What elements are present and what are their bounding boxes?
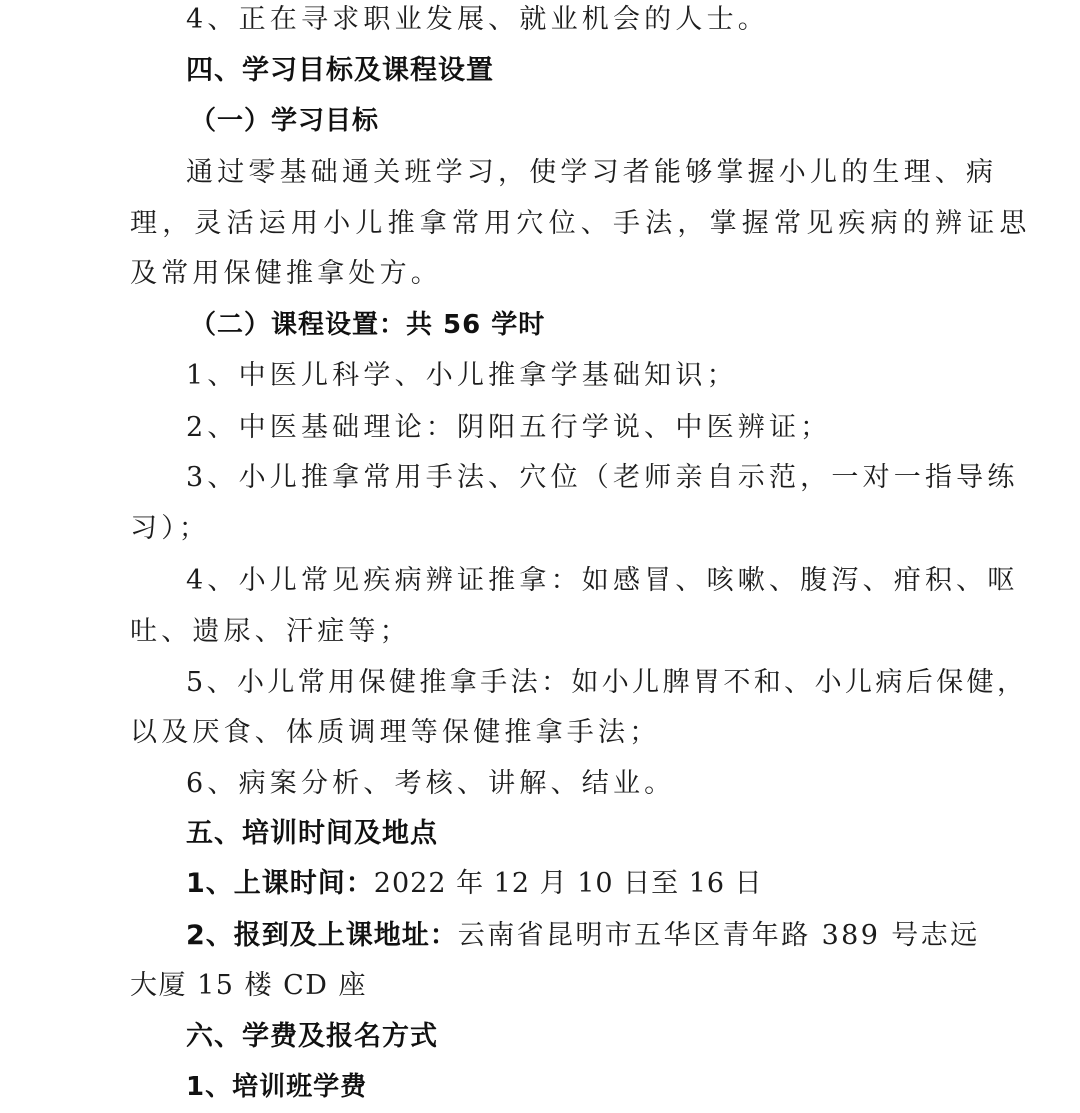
target-audience-item-4: 4、正在寻求职业发展、就业机会的人士。 xyxy=(186,4,769,35)
subsection-learning-goals-heading: （一）学习目标 xyxy=(190,106,380,136)
learning-goals-paragraph-line-1: 通过零基础通关班学习，使学习者能够掌握小儿的生理、病 xyxy=(186,157,998,188)
address-label: 2、报到及上课地址： xyxy=(186,920,458,951)
schedule-label: 1、上课时间： xyxy=(186,868,374,899)
section-5-heading: 五、培训时间及地点 xyxy=(186,818,438,849)
course-item-5-line-2: 以及厌食、体质调理等保健推拿手法； xyxy=(130,717,661,748)
course-item-4-line-2: 吐、遗尿、汗症等； xyxy=(130,616,411,647)
address-line-2: 大厦 15 楼 CD 座 xyxy=(130,970,367,1001)
course-item-6: 6、病案分析、考核、讲解、结业。 xyxy=(186,768,676,799)
schedule-value: 2022 年 12 月 10 日至 16 日 xyxy=(373,868,763,899)
subsection-course-setup-heading: （二）课程设置：共 56 学时 xyxy=(190,310,546,340)
learning-goals-paragraph-line-2: 理，灵活运用小儿推拿常用穴位、手法，掌握常见疾病的辨证思 xyxy=(130,208,1032,239)
address-value-part-1: 云南省昆明市五华区青年路 389 号志远 xyxy=(457,920,980,951)
section-4-heading: 四、学习目标及课程设置 xyxy=(186,55,494,86)
course-item-5-line-1: 5、小儿常用保健推拿手法：如小儿脾胃不和、小儿病后保健， xyxy=(186,667,1028,698)
course-item-1: 1、中医儿科学、小儿推拿学基础知识； xyxy=(186,360,738,391)
course-item-2: 2、中医基础理论：阴阳五行学说、中医辨证； xyxy=(186,412,832,443)
address-line-1 xyxy=(186,910,1006,961)
course-item-3-line-1: 3、小儿推拿常用手法、穴位（老师亲自示范，一对一指导练 xyxy=(186,462,1019,493)
section-6-heading: 六、学费及报名方式 xyxy=(186,1021,438,1052)
course-item-4-line-1: 4、小儿常见疾病辨证推拿：如感冒、咳嗽、腹泻、疳积、呕 xyxy=(186,565,1019,596)
course-item-3-line-2: 习）； xyxy=(130,513,211,544)
fee-subheading: 1、培训班学费 xyxy=(186,1072,368,1102)
learning-goals-paragraph-line-3: 及常用保健推拿处方。 xyxy=(130,258,442,289)
schedule-line xyxy=(186,858,1006,909)
